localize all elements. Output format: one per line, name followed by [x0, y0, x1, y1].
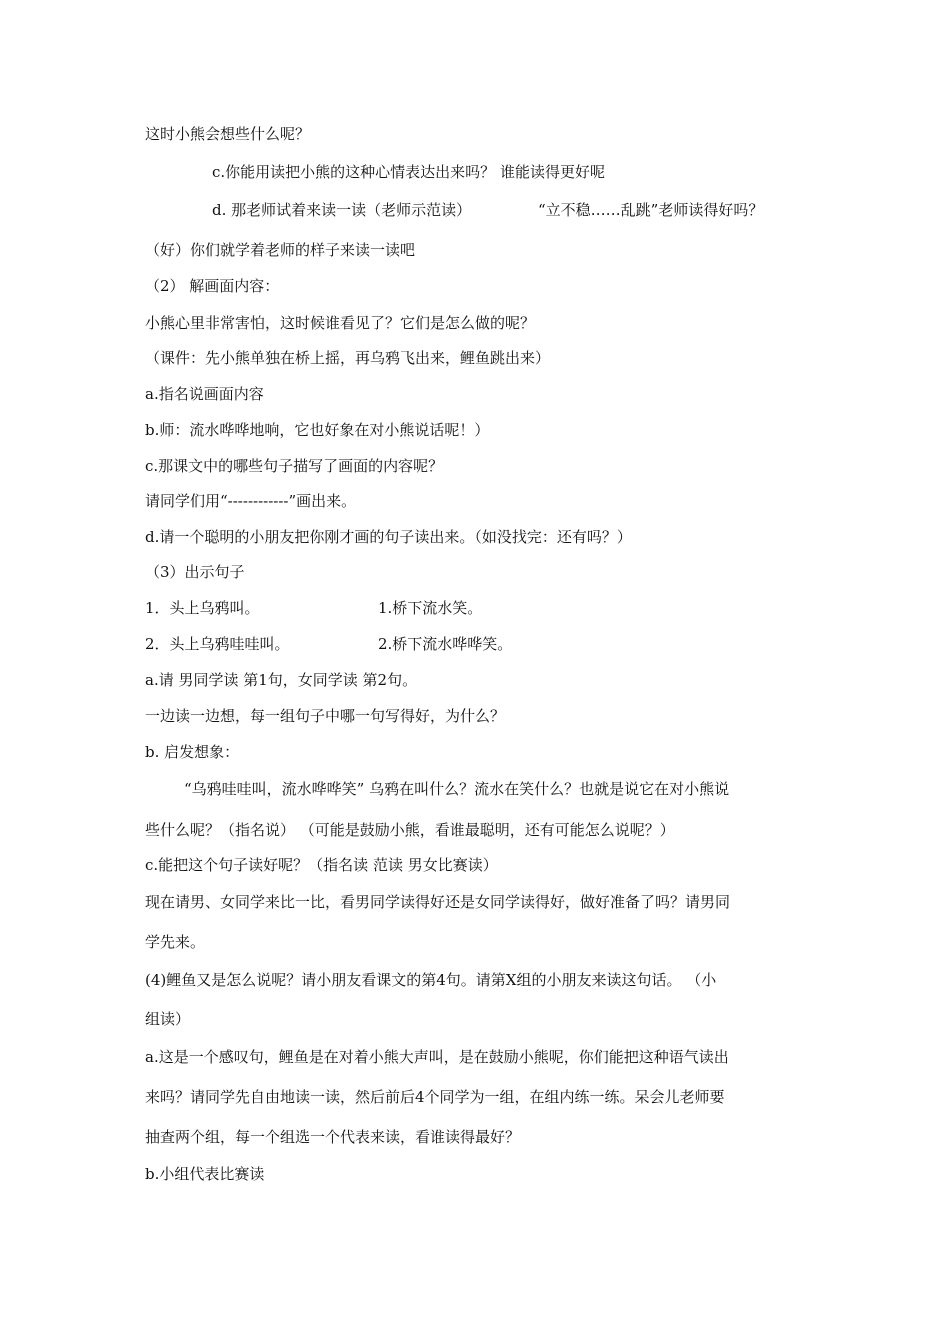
text-line: 1．头上乌鸦叫。: [145, 599, 260, 617]
text-line: 现在请男、女同学来比一比，看男同学读得好还是女同学读得好，做好准备了吗？请男同: [145, 893, 731, 911]
text-line: b.师：流水哗哗地响，它也好象在对小熊说话呢！）: [145, 421, 490, 439]
text-line: c.那课文中的哪些句子描写了画面的内容呢？: [145, 457, 444, 475]
text-line: c.你能用读把小熊的这种心情表达出来吗？ 谁能读得更好呢: [212, 163, 605, 181]
text-line: d.请一个聪明的小朋友把你刚才画的句子读出来。（如没找完：还有吗？）: [145, 528, 632, 546]
text-line: 小熊心里非常害怕，这时候谁看见了？它们是怎么做的呢？: [145, 314, 536, 332]
text-line: (4)鲤鱼又是怎么说呢？请小朋友看课文的第4句。请第X组的小朋友来读这句话。 （小: [145, 971, 717, 989]
text-line: 这时小熊会想些什么呢？: [145, 125, 311, 143]
text-line: d. 那老师试着来读一读（老师示范读）: [212, 201, 472, 219]
text-line: 抽查两个组，每一个组选一个代表来读，看谁读得最好？: [145, 1128, 521, 1146]
text-line: b. 启发想象：: [145, 743, 240, 761]
text-line: a.请 男同学读 第1句，女同学读 第2句。: [145, 671, 418, 689]
text-line: “乌鸦哇哇叫，流水哗哗笑” 乌鸦在叫什么？流水在笑什么？也就是说它在对小熊说: [184, 780, 730, 798]
text-line: 组读）: [145, 1010, 191, 1028]
text-line: a.指名说画面内容: [145, 385, 264, 403]
text-line: （2） 解画面内容：: [145, 277, 280, 295]
text-line: a.这是一个感叹句，鲤鱼是在对着小熊大声叫，是在鼓励小熊呢，你们能把这种语气读出: [145, 1048, 729, 1066]
text-line: c.能把这个句子读好呢？（指名读 范读 男女比赛读）: [145, 856, 498, 874]
text-line: 2.桥下流水哗哗笑。: [378, 635, 513, 653]
text-line: （好）你们就学着老师的样子来读一读吧: [145, 241, 416, 259]
text-line: 2．头上乌鸦哇哇叫。: [145, 635, 290, 653]
text-line: b.小组代表比赛读: [145, 1165, 265, 1183]
text-line: （课件：先小熊单独在桥上摇，再乌鸦飞出来，鲤鱼跳出来）: [145, 349, 551, 367]
text-line: 请同学们用“------------”画出来。: [145, 492, 357, 510]
text-line: （3）出示句子: [145, 563, 245, 581]
text-line: 1.桥下流水笑。: [378, 599, 483, 617]
text-line: 学先来。: [145, 933, 206, 951]
text-line: 来吗？请同学先自由地读一读，然后前后4个同学为一组，在组内练一练。呆会儿老师要: [145, 1088, 725, 1106]
text-line: 些什么呢？（指名说） （可能是鼓励小熊，看谁最聪明，还有可能怎么说呢？）: [145, 821, 675, 839]
text-line: “立不稳……乱跳”老师读得好吗？: [538, 201, 764, 219]
text-line: 一边读一边想，每一组句子中哪一句写得好，为什么？: [145, 707, 506, 725]
